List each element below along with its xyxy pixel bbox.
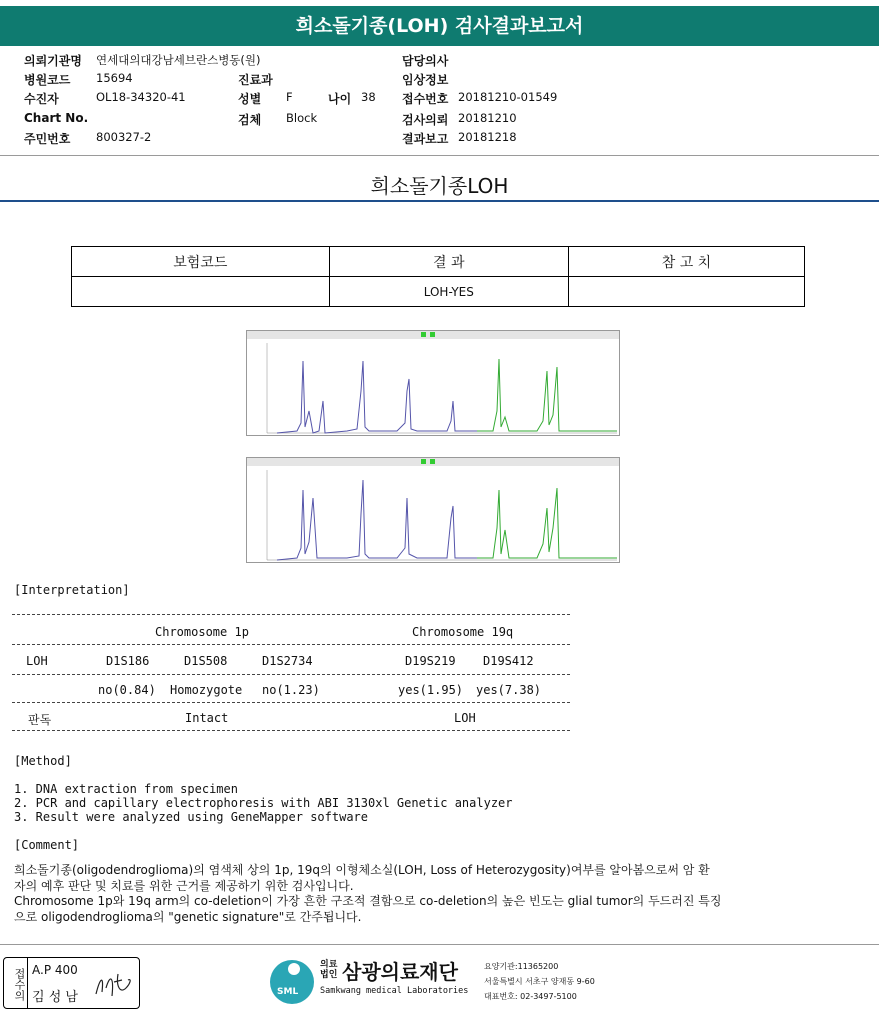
- receipt-value: 20181210-01549: [458, 90, 558, 104]
- table-rule: [12, 702, 570, 703]
- sex-value: F: [286, 90, 293, 104]
- marker-d1s2734: D1S2734: [262, 654, 313, 668]
- logo-text: SML: [277, 987, 299, 997]
- method-line-3: 3. Result were analyzed using GeneMapper software: [14, 810, 369, 824]
- id-label: 주민번호: [24, 132, 71, 146]
- interpretation-heading: [Interpretation]: [14, 583, 130, 597]
- marker-d1s186: D1S186: [106, 654, 150, 668]
- request-label: 검사의뢰: [402, 113, 449, 127]
- header-reference: 참 고 치: [568, 247, 804, 277]
- patient-info: [0, 52, 879, 152]
- method-line-1: 1. DNA extraction from specimen: [14, 782, 238, 796]
- stamp-side-label: 접수의: [4, 958, 28, 1008]
- institution-value: 연세대의대강남세브란스병동(원): [96, 53, 261, 67]
- org-addr-1: 요양기관:11365200: [484, 962, 559, 971]
- table-rule: [12, 644, 570, 645]
- marker-d19s412: D19S412: [483, 654, 534, 668]
- divider: [0, 155, 879, 156]
- verdict-19q: LOH: [454, 711, 476, 725]
- loh-label: LOH: [26, 654, 48, 668]
- header-insurance-code: 보험코드: [72, 247, 330, 277]
- marker-d1s508: D1S508: [184, 654, 228, 668]
- stamp-name: 김 성 남: [32, 990, 78, 1005]
- chr1-heading: Chromosome 1p: [155, 625, 249, 639]
- comment-body: [14, 863, 866, 925]
- clinical-label: 임상정보: [402, 73, 449, 87]
- logo-dot: [288, 963, 300, 975]
- id-value: 800327-2: [96, 130, 152, 144]
- table-rule: [12, 674, 570, 675]
- specimen-label: 검체: [238, 113, 262, 127]
- verdict-1p: Intact: [185, 711, 229, 725]
- org-addr-2: 서울특별시 서초구 양재동 9-60: [484, 977, 595, 986]
- table-rule: [12, 614, 570, 615]
- signature-icon: [92, 968, 136, 1002]
- section-divider: [0, 200, 879, 202]
- org-prefix-1: 의료: [320, 960, 338, 970]
- table-rule: [12, 730, 570, 731]
- hospital-code-value: 15694: [96, 71, 133, 85]
- age-label: 나이: [328, 92, 352, 106]
- result-table: [71, 246, 805, 307]
- receiver-value: OL18-34320-41: [96, 90, 186, 104]
- chr19-heading: Chromosome 19q: [412, 625, 514, 639]
- org-name: 삼광의료재단: [342, 960, 458, 984]
- comment-line: 으로 oligodendroglioma의 "genetic signature"로 간주됩니다.: [14, 909, 362, 924]
- cell-reference: [568, 277, 804, 307]
- method-line-2: 2. PCR and capillary electrophoresis with ABI 3130xl Genetic analyzer: [14, 796, 513, 810]
- cell-insurance-code: [72, 277, 330, 307]
- org-prefix-2: 법인: [320, 970, 338, 980]
- cell-result: LOH-YES: [329, 277, 568, 307]
- footer-divider: [0, 944, 879, 945]
- value-d19s412: yes(7.38): [476, 683, 542, 697]
- org-prefix: [320, 960, 337, 980]
- hospital-code-label: 병원코드: [24, 73, 71, 87]
- org-english: Samkwang medical Laboratories: [320, 986, 469, 996]
- sex-label: 성별: [238, 92, 262, 106]
- request-value: 20181210: [458, 111, 517, 125]
- comment-line: 희소돌기종(oligodendroglioma)의 염색체 상의 1p, 19q의 이형체소실(LOH, Loss of Heterozygosity)여부를 알아봄으로써 암 환: [14, 863, 710, 877]
- age-value: 38: [361, 90, 376, 104]
- org-addr-3: 대표번호: 02-3497-5100: [484, 992, 577, 1001]
- header-result: 결 과: [329, 247, 568, 277]
- electropherogram-normal: [246, 457, 620, 563]
- report-date-value: 20181218: [458, 130, 517, 144]
- department-label: 진료과: [238, 73, 273, 87]
- specimen-value: Block: [286, 111, 318, 125]
- value-d1s508: Homozygote: [170, 683, 243, 697]
- approval-stamp: [3, 957, 140, 1009]
- comment-heading: [Comment]: [14, 838, 80, 852]
- verdict-label: 판독: [28, 713, 52, 727]
- marker-d19s219: D19S219: [405, 654, 456, 668]
- doctor-label: 담당의사: [402, 54, 449, 68]
- receipt-label: 접수번호: [402, 92, 449, 106]
- comment-line: Chromosome 1p와 19q arm의 co-deletion이 가장 흔한 구조적 결함으로 co-deletion의 높은 빈도는 glial tumor의 두드러진 특징: [14, 894, 722, 908]
- value-d1s2734: no(1.23): [262, 683, 320, 697]
- electropherogram-tumor: [246, 330, 620, 436]
- receiver-label: 수진자: [24, 92, 59, 106]
- section-title: 희소돌기종LOH: [370, 174, 509, 198]
- sml-logo-icon: [270, 960, 314, 1004]
- value-d19s219: yes(1.95): [398, 683, 464, 697]
- report-date-label: 결과보고: [402, 132, 449, 146]
- report-title: 희소돌기종(LOH) 검사결과보고서: [0, 6, 879, 46]
- value-d1s186: no(0.84): [98, 683, 156, 697]
- comment-line: 자의 예후 판단 및 치료를 위한 근거를 제공하기 위한 검사입니다.: [14, 878, 354, 893]
- institution-label: 의뢰기관명: [24, 54, 82, 68]
- stamp-code: A.P 400: [32, 963, 78, 977]
- chart-label: Chart No.: [24, 111, 89, 125]
- method-heading: [Method]: [14, 754, 72, 768]
